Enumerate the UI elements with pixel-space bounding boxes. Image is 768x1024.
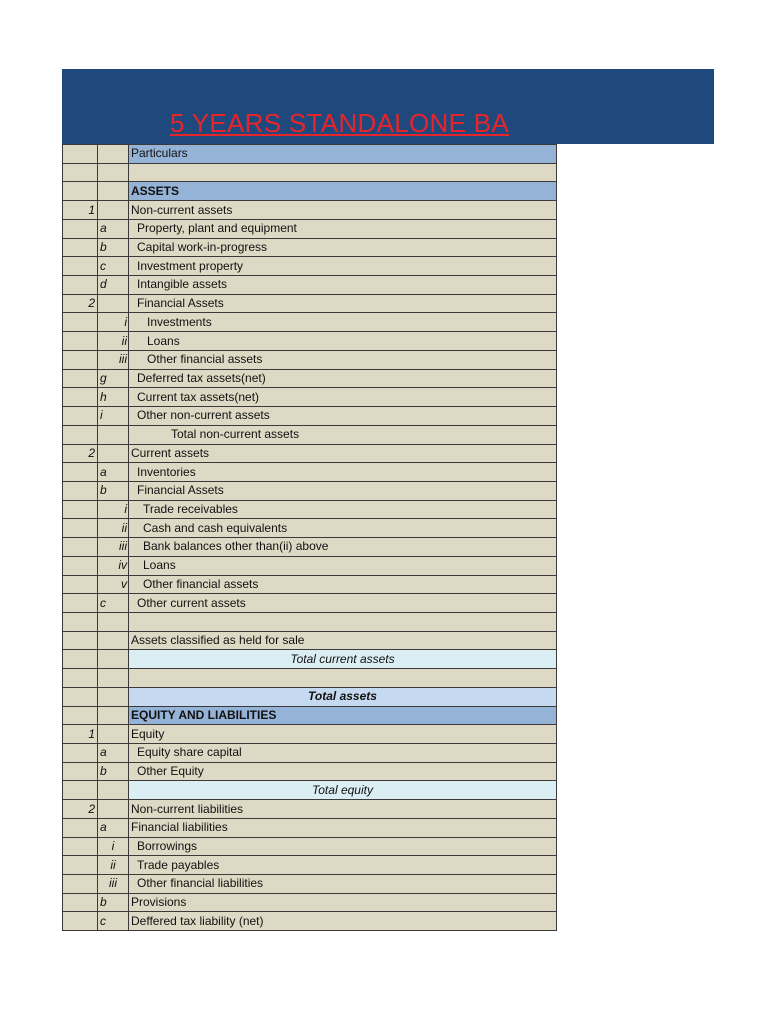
cell-particulars[interactable]: Total equity [129, 781, 557, 800]
cell-number[interactable]: 1 [63, 201, 98, 220]
cell-sub[interactable]: i [98, 313, 129, 332]
cell-number[interactable] [63, 407, 98, 426]
cell-number[interactable] [63, 837, 98, 856]
cell-sub[interactable]: b [98, 893, 129, 912]
table-row [63, 650, 557, 669]
cell-particulars[interactable] [129, 669, 557, 688]
cell-sub[interactable] [98, 800, 129, 819]
cell-sub[interactable] [98, 631, 129, 650]
cell-particulars[interactable]: Intangible assets [129, 276, 557, 295]
cell-number[interactable] [63, 219, 98, 238]
cell-particulars[interactable]: Investment property [129, 257, 557, 276]
cell-sub[interactable] [98, 201, 129, 220]
table-row [63, 669, 557, 688]
cell-number[interactable] [63, 856, 98, 875]
cell-number[interactable] [63, 500, 98, 519]
cell-sub[interactable]: d [98, 276, 129, 295]
cell-number[interactable] [63, 556, 98, 575]
cell-particulars[interactable]: Capital work-in-progress [129, 238, 557, 257]
table-row [63, 276, 557, 295]
table-row [63, 463, 557, 482]
balance-sheet-table [62, 144, 557, 931]
cell-particulars[interactable]: ASSETS [129, 182, 557, 201]
cell-particulars[interactable]: Provisions [129, 893, 557, 912]
cell-sub[interactable]: g [98, 369, 129, 388]
header-row [63, 145, 557, 164]
cell-particulars[interactable]: Current tax assets(net) [129, 388, 557, 407]
cell-number[interactable] [63, 669, 98, 688]
table-row [63, 818, 557, 837]
cell-number[interactable] [63, 481, 98, 500]
cell-number[interactable] [63, 744, 98, 763]
cell-number[interactable] [63, 276, 98, 295]
table-row [63, 163, 557, 182]
cell-sub[interactable] [98, 725, 129, 744]
table-row [63, 594, 557, 613]
cell-number[interactable] [63, 650, 98, 669]
cell-sub[interactable] [98, 650, 129, 669]
cell-sub[interactable] [98, 182, 129, 201]
cell-particulars[interactable]: Loans [129, 556, 557, 575]
cell-sub[interactable] [98, 612, 129, 631]
table-row [63, 257, 557, 276]
cell-number[interactable] [63, 145, 98, 164]
table-row [63, 444, 557, 463]
cell-number[interactable]: 2 [63, 800, 98, 819]
cell-sub[interactable]: c [98, 594, 129, 613]
cell-particulars[interactable]: Cash and cash equivalents [129, 519, 557, 538]
cell-sub[interactable] [98, 163, 129, 182]
cell-sub[interactable] [98, 145, 129, 164]
cell-sub[interactable]: ii [98, 856, 129, 875]
cell-particulars[interactable]: Deferred tax assets(net) [129, 369, 557, 388]
table-row [63, 238, 557, 257]
cell-particulars[interactable]: Trade payables [129, 856, 557, 875]
cell-number[interactable] [63, 463, 98, 482]
cell-number[interactable] [63, 818, 98, 837]
cell-sub[interactable]: iii [98, 875, 129, 894]
table-row [63, 182, 557, 201]
cell-particulars[interactable]: Financial liabilities [129, 818, 557, 837]
cell-particulars[interactable]: Other financial assets [129, 575, 557, 594]
cell-sub[interactable] [98, 706, 129, 725]
cell-number[interactable] [63, 425, 98, 444]
cell-number[interactable] [63, 238, 98, 257]
cell-particulars[interactable]: Equity [129, 725, 557, 744]
cell-number[interactable] [63, 163, 98, 182]
cell-sub[interactable]: a [98, 818, 129, 837]
cell-particulars[interactable]: Trade receivables [129, 500, 557, 519]
cell-particulars[interactable]: Other financial assets [129, 350, 557, 369]
cell-number[interactable] [63, 332, 98, 351]
cell-number[interactable] [63, 762, 98, 781]
table-row [63, 219, 557, 238]
cell-particulars[interactable]: Current assets [129, 444, 557, 463]
cell-number[interactable]: 2 [63, 294, 98, 313]
cell-sub[interactable] [98, 444, 129, 463]
table-row [63, 481, 557, 500]
cell-number[interactable] [63, 687, 98, 706]
table-row [63, 912, 557, 931]
cell-number[interactable] [63, 538, 98, 557]
table-row [63, 425, 557, 444]
cell-sub[interactable] [98, 294, 129, 313]
cell-number[interactable] [63, 594, 98, 613]
cell-number[interactable] [63, 369, 98, 388]
cell-sub[interactable] [98, 687, 129, 706]
cell-particulars[interactable]: Non-current assets [129, 201, 557, 220]
table-row [63, 762, 557, 781]
table-row [63, 800, 557, 819]
table-row [63, 556, 557, 575]
cell-sub[interactable]: i [98, 837, 129, 856]
table-row [63, 893, 557, 912]
cell-sub[interactable] [98, 781, 129, 800]
cell-number[interactable]: 2 [63, 444, 98, 463]
table-row [63, 294, 557, 313]
table-row [63, 350, 557, 369]
cell-number[interactable] [63, 182, 98, 201]
table-row [63, 369, 557, 388]
cell-particulars[interactable]: Investments [129, 313, 557, 332]
table-row [63, 500, 557, 519]
cell-sub[interactable]: iv [98, 556, 129, 575]
cell-sub[interactable]: iii [98, 538, 129, 557]
table-row [63, 687, 557, 706]
cell-particulars[interactable]: Property, plant and equipment [129, 219, 557, 238]
cell-number[interactable] [63, 631, 98, 650]
cell-particulars[interactable]: Financial Assets [129, 294, 557, 313]
table-row [63, 201, 557, 220]
cell-number[interactable] [63, 257, 98, 276]
table-row [63, 407, 557, 426]
cell-particulars[interactable]: Loans [129, 332, 557, 351]
cell-number[interactable] [63, 781, 98, 800]
cell-particulars[interactable]: Total non-current assets [129, 425, 557, 444]
cell-number[interactable] [63, 519, 98, 538]
cell-sub[interactable]: b [98, 762, 129, 781]
cell-number[interactable]: 1 [63, 725, 98, 744]
cell-number[interactable] [63, 313, 98, 332]
cell-sub[interactable]: c [98, 912, 129, 931]
table-row [63, 856, 557, 875]
cell-sub[interactable]: i [98, 500, 129, 519]
table-row [63, 781, 557, 800]
cell-particulars[interactable]: Other financial liabilities [129, 875, 557, 894]
table-row [63, 538, 557, 557]
cell-particulars[interactable] [129, 612, 557, 631]
cell-particulars[interactable]: Other current assets [129, 594, 557, 613]
cell-particulars[interactable]: Other Equity [129, 762, 557, 781]
table-row [63, 313, 557, 332]
cell-particulars[interactable]: Deffered tax liability (net) [129, 912, 557, 931]
table-row [63, 875, 557, 894]
cell-number[interactable] [63, 912, 98, 931]
cell-particulars[interactable] [129, 163, 557, 182]
table-row [63, 388, 557, 407]
cell-particulars[interactable]: Non-current liabilities [129, 800, 557, 819]
cell-sub[interactable]: v [98, 575, 129, 594]
table-row [63, 519, 557, 538]
cell-particulars[interactable]: Inventories [129, 463, 557, 482]
table-row [63, 725, 557, 744]
cell-number[interactable] [63, 612, 98, 631]
cell-sub[interactable]: h [98, 388, 129, 407]
cell-particulars[interactable]: Total current assets [129, 650, 557, 669]
cell-sub[interactable]: c [98, 257, 129, 276]
cell-sub[interactable]: ii [98, 332, 129, 351]
cell-particulars[interactable]: Financial Assets [129, 481, 557, 500]
cell-sub[interactable]: a [98, 463, 129, 482]
cell-particulars[interactable]: Other non-current assets [129, 407, 557, 426]
cell-sub[interactable]: b [98, 481, 129, 500]
cell-particulars[interactable]: Equity share capital [129, 744, 557, 763]
cell-sub[interactable]: a [98, 219, 129, 238]
cell-number[interactable] [63, 575, 98, 594]
column-header-particulars[interactable]: Particulars [129, 145, 557, 164]
sheet-title: 5 YEARS STANDALONE BA [169, 108, 510, 138]
cell-number[interactable] [63, 350, 98, 369]
table-row [63, 332, 557, 351]
cell-sub[interactable]: b [98, 238, 129, 257]
title-banner [62, 69, 714, 144]
table-row [63, 631, 557, 650]
table-row [63, 706, 557, 725]
cell-number[interactable] [63, 893, 98, 912]
cell-number[interactable] [63, 706, 98, 725]
table-row [63, 612, 557, 631]
cell-particulars[interactable]: Bank balances other than(ii) above [129, 538, 557, 557]
table-row [63, 575, 557, 594]
table-row [63, 837, 557, 856]
cell-sub[interactable]: ii [98, 519, 129, 538]
cell-particulars[interactable]: Assets classified as held for sale [129, 631, 557, 650]
cell-sub[interactable]: iii [98, 350, 129, 369]
cell-sub[interactable]: a [98, 744, 129, 763]
cell-sub[interactable] [98, 425, 129, 444]
cell-sub[interactable] [98, 669, 129, 688]
cell-sub[interactable]: i [98, 407, 129, 426]
cell-number[interactable] [63, 875, 98, 894]
cell-particulars[interactable]: EQUITY AND LIABILITIES [129, 706, 557, 725]
cell-number[interactable] [63, 388, 98, 407]
table-row [63, 744, 557, 763]
cell-particulars[interactable]: Borrowings [129, 837, 557, 856]
cell-particulars[interactable]: Total assets [129, 687, 557, 706]
